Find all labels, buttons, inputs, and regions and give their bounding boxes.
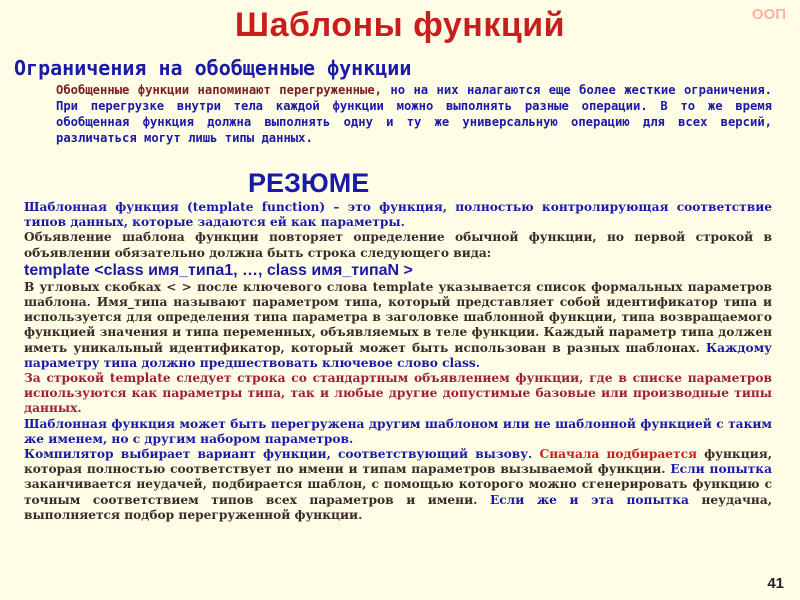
resolution-exact-match: функция, которая полностью соответствует по имени и типам параметров вызываемой функции. <box>24 447 772 477</box>
parameters-text: В угловых скобках < > после ключевого слова template указывается список формальных параметров шаблона. Имя_типа называют параметром типа, который представляет собой идентификатор типа и используется для определения типа параметра в заголовке шаблонной функции, типа возвращаемого функцией значения и типа переменных, объявляемых в теле функции. Каждый параметр типа должен иметь уникальный идентификатор, который может быть использован в разных шаблонах. <box>24 279 772 355</box>
resolution-intro: Компилятор выбирает вариант функции, соответствующий вызову. <box>24 447 540 462</box>
intro-part-3: В то же время обобщенная функция должна выполнять одну и ту же универсальную операцию для всех версий, различаться могут лишь типы данных. <box>56 99 773 145</box>
resume-paragraph-declaration: Объявление шаблона функции повторяет определение обычной функции, но первой строкой в объявлении обязательно должна быть строка следующего вида: <box>24 230 772 260</box>
parameters-class-note: Каждому параметру типа должно предшествовать ключевое слово class. <box>24 340 772 370</box>
resume-paragraph-definition: Шаблонная функция (template function) – это функция, полностью контролирующая соответствие типов данных, которые задаются ей как параметры. <box>24 200 772 230</box>
resume-paragraph-overload: Шаблонная функция может быть перегружена другим шаблоном или не шаблонной функцией с таким же именем, но с другим набором параметров. <box>24 416 772 446</box>
intro-part-1: Обобщенные функции напоминают перегруженные, <box>56 83 391 97</box>
section-badge: ООП <box>751 6 786 23</box>
resolution-if-fail-again: Если же и эта попытка <box>489 492 689 507</box>
resume-heading: РЕЗЮМЕ <box>248 168 370 198</box>
resume-body <box>24 200 772 523</box>
resume-paragraph-signature: За строкой template следует строка со стандартным объявлением функции, где в списке параметров используются как параметры типа, так и любые другие допустимые базовые или производные типы данных. <box>24 371 772 416</box>
resolution-overload-match: неудачна, выполняется подбор перегруженной функции. <box>24 492 772 522</box>
slide-subtitle: Ограничения на обобщенные функции <box>14 56 412 80</box>
resolution-first-step: Сначала подбирается <box>539 447 697 462</box>
template-syntax-line: template <class имя_типа1, …, class имя_типаN > <box>24 261 413 279</box>
resume-paragraph-parameters <box>24 280 772 371</box>
intro-paragraph <box>56 82 772 146</box>
resolution-if-fail: Если попытка <box>670 462 772 477</box>
slide-title: Шаблоны функций <box>234 6 566 44</box>
resume-paragraph-resolution <box>24 447 772 523</box>
page-number: 41 <box>767 575 784 592</box>
resolution-template-match: заканчивается неудачей, подбирается шаблон, с помощью которого можно сгенерировать функцию с точным соответствием типов всех параметров и имени. <box>24 477 772 507</box>
intro-part-2: но на них налагаются еще более жесткие ограничения. При перегрузке внутри тела каждой функции можно выполнять разные операции. <box>56 83 772 113</box>
